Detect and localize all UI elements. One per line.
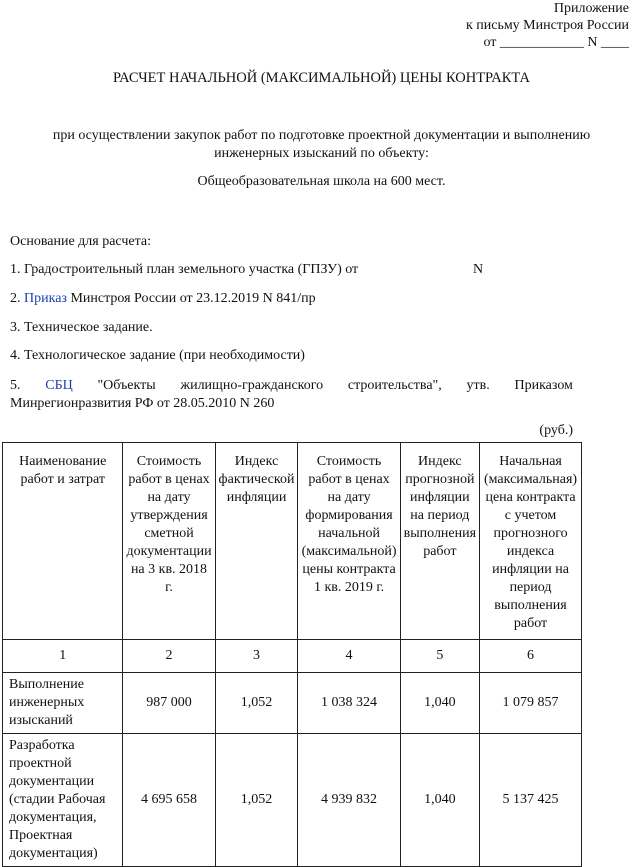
basis-item-2 [10, 291, 316, 307]
header-base-cost: Стоимость работ в ценах на дату утверждения сметной документации на 3 кв. 2018 г. [123, 443, 215, 640]
work-name-cell: Выполнение инженерных изысканий [3, 673, 123, 734]
basis-item-5-word2: жилищно-гражданского [180, 378, 324, 393]
table-row [3, 673, 582, 734]
column-index: 5 [400, 640, 479, 673]
currency-unit: (руб.) [539, 423, 573, 438]
object-name: Общеобразовательная школа на 600 мест. [197, 174, 446, 189]
column-index: 3 [215, 640, 298, 673]
table-row [3, 734, 582, 867]
column-index-row [3, 640, 582, 673]
basis-item-1-number: N [473, 262, 484, 277]
column-index: 4 [298, 640, 400, 673]
table-header-row [3, 443, 582, 640]
base-cost-cell: 987 000 [123, 673, 215, 734]
basis-item-2-prefix: 2. [10, 291, 21, 306]
column-index: 6 [480, 640, 582, 673]
basis-heading: Основание для расчета: [10, 234, 151, 249]
order-link[interactable]: Приказ [24, 291, 67, 306]
sbc-link[interactable]: СБЦ [45, 378, 73, 393]
attachment-header [466, 0, 629, 51]
forecast-index-cell: 1,040 [400, 734, 479, 867]
base-cost-cell: 4 695 658 [123, 734, 215, 867]
basis-item-5-word1: "Объекты [97, 378, 156, 393]
work-name-cell: Разработка проектной документации (стадии Рабочая документация, Проектная документация) [3, 734, 123, 867]
current-cost-cell: 1 038 324 [298, 673, 400, 734]
actual-index-cell: 1,052 [215, 673, 298, 734]
basis-item-1-text: 1. Градостроительный план земельного участка (ГПЗУ) от [10, 262, 359, 277]
header-actual-inflation-index: Индекс фактической инфляции [215, 443, 298, 640]
basis-item-5 [10, 377, 573, 413]
column-index: 1 [3, 640, 123, 673]
document-title: РАСЧЕТ НАЧАЛЬНОЙ (МАКСИМАЛЬНОЙ) ЦЕНЫ КОНТРАКТА [112, 70, 531, 86]
max-price-cell: 1 079 857 [480, 673, 582, 734]
header-initial-max-price: Начальная (максимальная) цена контракта с учетом прогнозного индекса инфляции на период выполнения работ [480, 443, 582, 640]
basis-item-1 [10, 262, 573, 278]
basis-item-5-line1 [10, 377, 573, 395]
actual-index-cell: 1,052 [215, 734, 298, 867]
price-calculation-table [2, 442, 582, 867]
date-number-line: от ____________ N ____ [483, 35, 629, 50]
max-price-cell: 5 137 425 [480, 734, 582, 867]
header-work-name: Наименование работ и затрат [3, 443, 123, 640]
basis-item-5-number: 5. [10, 378, 21, 393]
header-current-cost: Стоимость работ в ценах на дату формирования начальной (максимальной) цены контракта 1 кв. 2019 г. [298, 443, 400, 640]
basis-item-5-word3: строительства", [347, 378, 442, 393]
forecast-index-cell: 1,040 [400, 673, 479, 734]
current-cost-cell: 4 939 832 [298, 734, 400, 867]
basis-item-3: 3. Техническое задание. [10, 320, 153, 335]
attachment-label: Приложение [553, 1, 629, 16]
basis-item-5-line2: Минрегионразвития РФ от 28.05.2010 N 260 [10, 396, 275, 411]
basis-item-5-word5: Приказом [514, 378, 573, 393]
basis-item-4: 4. Технологическое задание (при необходимости) [10, 348, 305, 363]
letter-reference: к письму Минстроя России [465, 18, 629, 33]
document-subtitle: при осуществлении закупок работ по подготовке проектной документации и выполнению инженерных изысканий по объекту: [52, 128, 591, 161]
column-index: 2 [123, 640, 215, 673]
basis-item-5-word4: утв. [466, 378, 490, 393]
header-forecast-inflation-index: Индекс прогнозной инфляции на период выполнения работ [400, 443, 479, 640]
basis-item-2-text: Минстроя России от 23.12.2019 N 841/пр [70, 291, 316, 306]
